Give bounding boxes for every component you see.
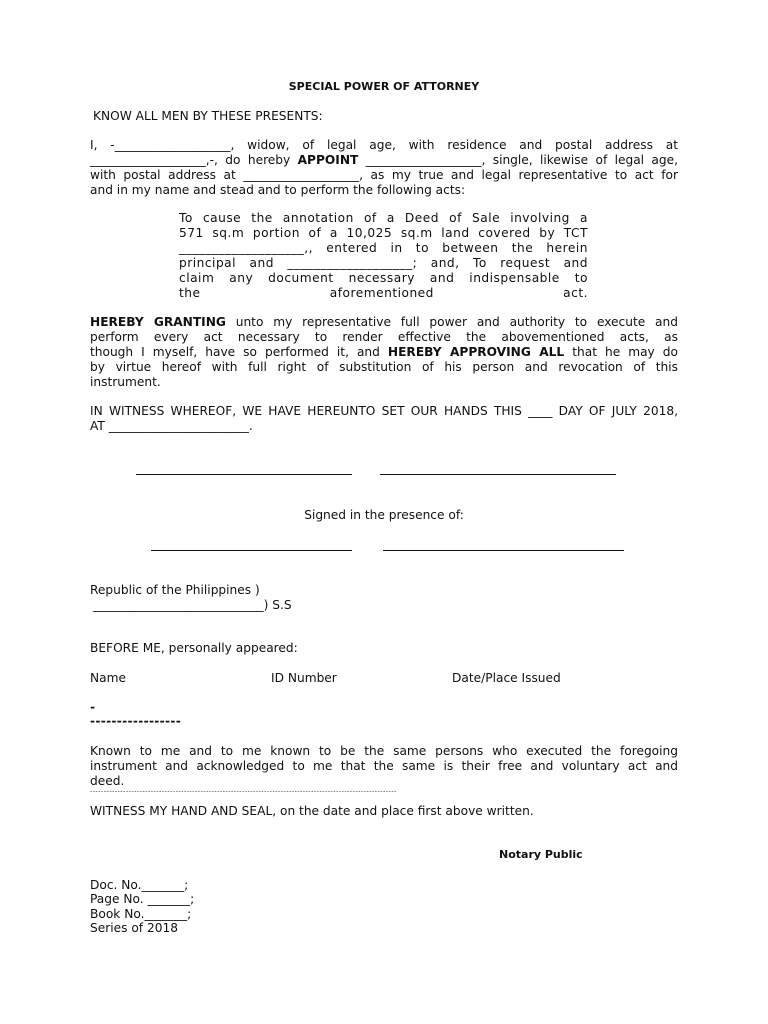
notary-public-label: Notary Public bbox=[499, 848, 583, 861]
appointment-line-3: with postal address at ___________________, as my true and legal representative to act for bbox=[90, 168, 678, 182]
appointment-line-2-text: ___________________,-, do hereby bbox=[90, 153, 298, 167]
granting-paragraph bbox=[90, 315, 678, 390]
acknowledgment-line-1: Known to me and to me known to be the same persons who executed the foregoing bbox=[90, 744, 678, 758]
signature-line-principal bbox=[136, 474, 352, 475]
act-line-1: To cause the annotation of a Deed of Sale involving a bbox=[179, 211, 588, 225]
appointment-paragraph bbox=[90, 138, 678, 198]
acknowledgment-paragraph bbox=[90, 744, 678, 789]
act-line-6-word-1: the bbox=[179, 286, 201, 300]
separator-line: --------------------------------------------------------------------------------------------------------------- bbox=[90, 788, 397, 795]
acknowledgment-line-3: deed. bbox=[90, 774, 125, 788]
dash-mark: - bbox=[90, 700, 96, 714]
act-line-5: claim any document necessary and indispensable to bbox=[179, 271, 588, 285]
acts-block bbox=[179, 211, 588, 301]
header-date-place-issued: Date/Place Issued bbox=[452, 671, 561, 685]
appointment-line-4: and in my name and stead and to perform the following acts: bbox=[90, 183, 466, 197]
granting-line-3-text: though I myself, have so performed it, and bbox=[90, 345, 388, 359]
appointment-line-2 bbox=[90, 153, 678, 168]
acknowledgment-line-2: instrument and acknowledged to me that the same is their free and voluntary act and bbox=[90, 759, 678, 773]
dash-line: ----------------- bbox=[90, 714, 182, 728]
act-line-6 bbox=[179, 286, 588, 301]
signed-presence-label: Signed in the presence of: bbox=[304, 508, 464, 522]
intro-line: KNOW ALL MEN BY THESE PRESENTS: bbox=[93, 109, 323, 123]
header-name: Name bbox=[90, 671, 126, 685]
act-line-4: principal and ___________________; and, To request and bbox=[179, 256, 588, 270]
in-witness-line-2: AT _______________________. bbox=[90, 419, 253, 433]
republic-line: Republic of the Philippines ) bbox=[90, 583, 260, 597]
in-witness-paragraph bbox=[90, 404, 678, 434]
appointment-line-2-rest: ___________________, single, likewise of legal age, bbox=[358, 153, 679, 167]
granting-line-1-rest: unto my representative full power and authority to execute and bbox=[225, 315, 678, 329]
witness-hand-line: WITNESS MY HAND AND SEAL, on the date and place first above written. bbox=[90, 804, 534, 818]
signature-line-witness-1 bbox=[151, 550, 352, 551]
hereby-approving-keyword: HEREBY APPROVING ALL bbox=[387, 345, 565, 359]
venue-line: ____________________________) S.S bbox=[93, 598, 292, 612]
book-number: Book No._______; bbox=[90, 907, 192, 921]
in-witness-line-1: IN WITNESS WHEREOF, WE HAVE HEREUNTO SET OUR HANDS THIS ____ DAY OF JULY 2018, bbox=[90, 404, 678, 418]
act-line-3: ___________________,, entered in to between the herein bbox=[179, 241, 588, 255]
granting-line-4: by virtue hereof with full right of substitution of his person and revocation of this bbox=[90, 360, 678, 374]
before-me-line: BEFORE ME, personally appeared: bbox=[90, 641, 298, 655]
appointment-line-1: I, -___________________, widow, of legal age, with residence and postal address at bbox=[90, 138, 678, 152]
granting-line-1 bbox=[90, 315, 678, 330]
signature-line-representative bbox=[380, 474, 616, 475]
signature-line-witness-2 bbox=[383, 550, 624, 551]
act-line-6-word-3: act. bbox=[563, 286, 588, 300]
page-number: Page No. _______; bbox=[90, 892, 195, 906]
doc-number: Doc. No._______; bbox=[90, 878, 189, 892]
appoint-keyword: APPOINT bbox=[297, 153, 359, 167]
hereby-granting-keyword: HEREBY GRANTING bbox=[90, 315, 226, 329]
granting-line-5: instrument. bbox=[90, 375, 161, 389]
granting-line-2: perform every act necessary to render effective the abovementioned acts, as bbox=[90, 330, 678, 344]
series-year: Series of 2018 bbox=[90, 921, 178, 935]
granting-line-3 bbox=[90, 345, 678, 360]
granting-line-3-rest: that he may do bbox=[564, 345, 678, 359]
act-line-2: 571 sq.m portion of a 10,025 sq.m land covered by TCT bbox=[179, 226, 588, 240]
header-id-number: ID Number bbox=[271, 671, 337, 685]
act-line-6-word-2: aforementioned bbox=[329, 286, 434, 300]
document-title: SPECIAL POWER OF ATTORNEY bbox=[288, 80, 480, 93]
